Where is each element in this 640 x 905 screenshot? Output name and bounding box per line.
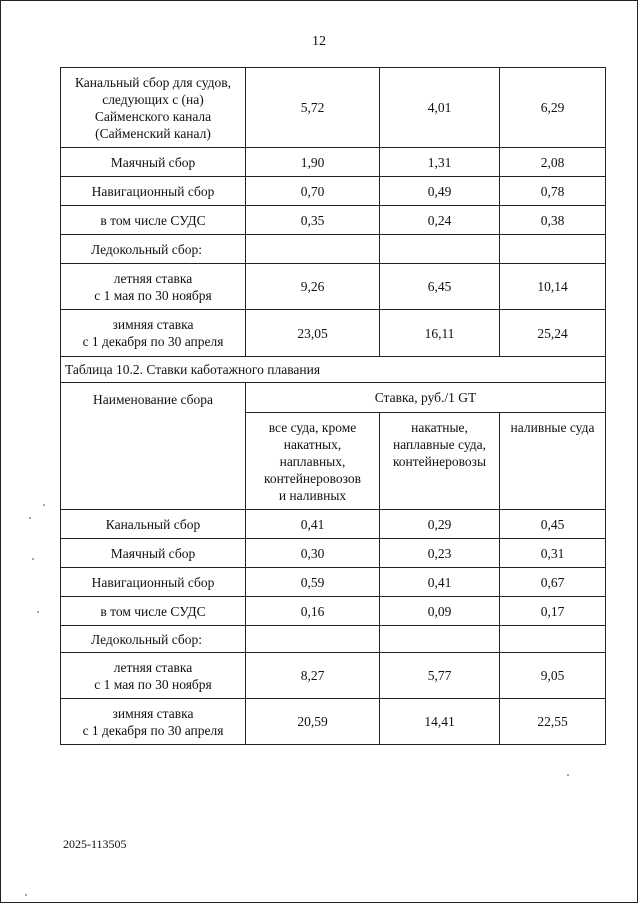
rate-value: 2,08 — [500, 148, 606, 177]
rate-value: 8,27 — [246, 653, 380, 699]
column-header: накатные, наплавные суда, контейнеровозы — [380, 413, 500, 510]
rate-value: 5,77 — [380, 653, 500, 699]
rate-value: 0,09 — [380, 597, 500, 626]
rate-value: 0,45 — [500, 510, 606, 539]
rate-value: 0,41 — [380, 568, 500, 597]
rate-value: 0,29 — [380, 510, 500, 539]
rate-value — [246, 626, 380, 653]
rate-value: 0,31 — [500, 539, 606, 568]
rate-value — [380, 235, 500, 264]
scan-speck — [29, 517, 31, 519]
fee-name: зимняя ставка с 1 декабря по 30 апреля — [61, 699, 246, 745]
scan-speck — [37, 611, 39, 613]
fee-name: Маячный сбор — [61, 539, 246, 568]
table-row — [61, 177, 606, 206]
rate-value: 0,78 — [500, 177, 606, 206]
rate-value: 0,24 — [380, 206, 500, 235]
rate-value: 6,29 — [500, 68, 606, 148]
scan-speck — [43, 504, 45, 506]
rate-value: 0,23 — [380, 539, 500, 568]
rate-value: 16,11 — [380, 310, 500, 357]
rate-value: 0,17 — [500, 597, 606, 626]
table-row — [61, 68, 606, 148]
fee-name: в том числе СУДС — [61, 597, 246, 626]
scan-speck — [32, 558, 34, 560]
rate-value: 1,31 — [380, 148, 500, 177]
table-row — [61, 568, 606, 597]
table-row — [61, 653, 606, 699]
table-row — [61, 235, 606, 264]
rate-value: 23,05 — [246, 310, 380, 357]
rate-value: 0,38 — [500, 206, 606, 235]
table-title-row — [61, 357, 606, 383]
rate-value: 9,26 — [246, 264, 380, 310]
table-row — [61, 510, 606, 539]
rate-value: 25,24 — [500, 310, 606, 357]
rate-value: 0,67 — [500, 568, 606, 597]
table-header-row — [61, 383, 606, 413]
column-header: наливные суда — [500, 413, 606, 510]
table-row — [61, 310, 606, 357]
rate-value: 0,70 — [246, 177, 380, 206]
scan-speck — [567, 774, 569, 776]
fee-name: Канальный сбор — [61, 510, 246, 539]
table-row — [61, 626, 606, 653]
rate-value: 20,59 — [246, 699, 380, 745]
rate-value — [246, 235, 380, 264]
fee-name: летняя ставка с 1 мая по 30 ноября — [61, 264, 246, 310]
fee-name: Навигационный сбор — [61, 568, 246, 597]
rates-table — [60, 67, 606, 745]
rate-value: 0,59 — [246, 568, 380, 597]
column-header: все суда, кроме накатных, наплавных, контейнеровозов и наливных — [246, 413, 380, 510]
name-column-header: Наименование сбора — [61, 383, 246, 510]
fee-name: в том числе СУДС — [61, 206, 246, 235]
rate-value — [500, 235, 606, 264]
table-row — [61, 264, 606, 310]
rate-value: 14,41 — [380, 699, 500, 745]
fee-name: Маячный сбор — [61, 148, 246, 177]
rate-group-header: Ставка, руб./1 GT — [246, 383, 606, 413]
table-row — [61, 597, 606, 626]
rate-value: 0,30 — [246, 539, 380, 568]
rate-value: 5,72 — [246, 68, 380, 148]
rate-value — [500, 626, 606, 653]
fee-name: зимняя ставка с 1 декабря по 30 апреля — [61, 310, 246, 357]
scan-speck — [25, 894, 27, 896]
rate-value: 4,01 — [380, 68, 500, 148]
page-number: 12 — [312, 34, 326, 49]
rate-value: 10,14 — [500, 264, 606, 310]
table-row — [61, 699, 606, 745]
table-row — [61, 206, 606, 235]
rate-value: 0,16 — [246, 597, 380, 626]
fee-name: Ледокольный сбор: — [61, 626, 246, 653]
fee-name: Ледокольный сбор: — [61, 235, 246, 264]
rate-value — [380, 626, 500, 653]
rate-value: 9,05 — [500, 653, 606, 699]
rate-value: 0,41 — [246, 510, 380, 539]
rate-value: 6,45 — [380, 264, 500, 310]
fee-name: Навигационный сбор — [61, 177, 246, 206]
table-row — [61, 539, 606, 568]
rate-value: 0,49 — [380, 177, 500, 206]
table-title: Таблица 10.2. Ставки каботажного плавания — [61, 357, 606, 383]
document-code: 2025-113505 — [63, 837, 127, 851]
fee-name: Канальный сбор для судов, следующих с (на) Сайменского канала (Сайменский канал) — [61, 68, 246, 148]
rate-value: 0,35 — [246, 206, 380, 235]
table-row — [61, 148, 606, 177]
rate-value: 1,90 — [246, 148, 380, 177]
rate-value: 22,55 — [500, 699, 606, 745]
fee-name: летняя ставка с 1 мая по 30 ноября — [61, 653, 246, 699]
